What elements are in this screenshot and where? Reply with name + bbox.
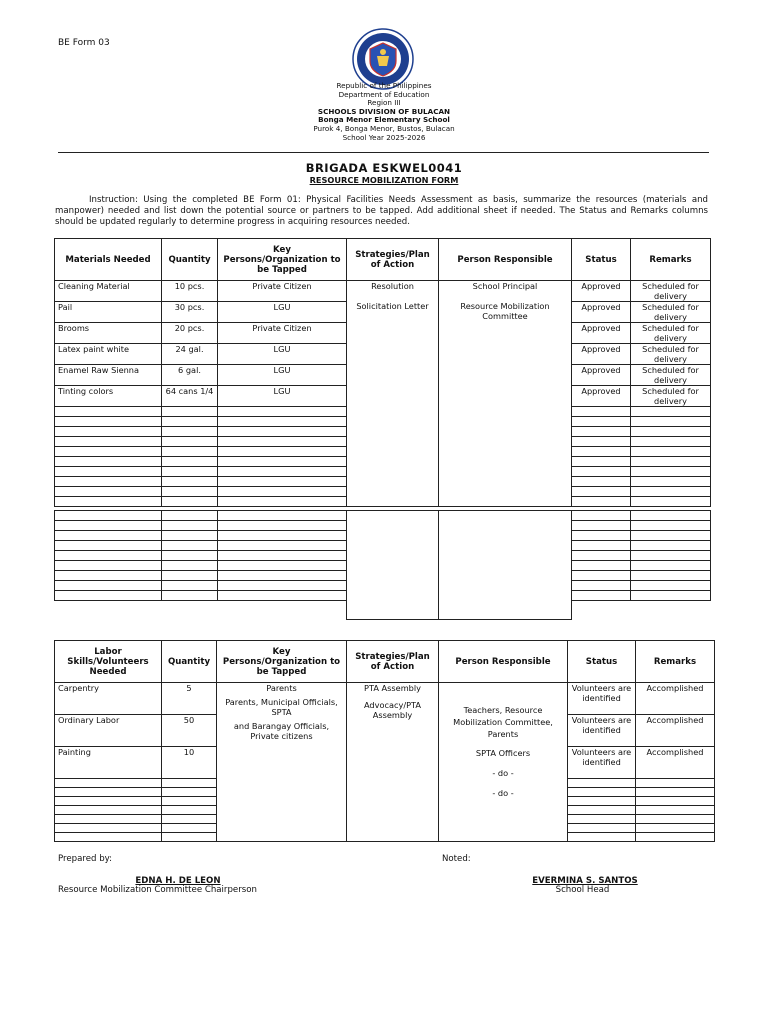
school-year: School Year 2025-2026 [342, 132, 426, 142]
material-cell: Brooms [55, 323, 162, 344]
key-persons-cell: LGU [218, 365, 347, 386]
key-person-item: Parents, Municipal Officials, SPTA [225, 697, 338, 717]
materials-table [54, 238, 711, 507]
remarks-cell: Scheduled for delivery [631, 323, 711, 344]
person-responsible-cell [439, 683, 568, 842]
material-cell: Pail [55, 302, 162, 323]
key-persons-cell: LGU [218, 344, 347, 365]
materials-header-row [55, 239, 711, 281]
labor-header-row [55, 641, 715, 683]
noted-label: Noted: [442, 854, 471, 864]
quantity-cell: 6 gal. [162, 365, 218, 386]
remarks-cell: Accomplished [636, 683, 715, 715]
header-line: Republic of the Philippines [336, 81, 432, 90]
status-cell: Approved [572, 302, 631, 323]
person-item: - do - [492, 768, 514, 778]
status-cell: Approved [572, 386, 631, 407]
person-item: Resource Mobilization Committee [460, 301, 550, 321]
status-cell: Approved [572, 323, 631, 344]
noted-by-name: EVERMINA S. SANTOS [532, 876, 638, 886]
status-cell: Approved [572, 365, 631, 386]
status-cell: Approved [572, 281, 631, 302]
col-header-status: Status [572, 239, 631, 281]
col-header-quantity: Quantity [162, 239, 218, 281]
col-header-remarks: Remarks [631, 239, 711, 281]
col-header-labor: Labor Skills/Volunteers Needed [55, 641, 162, 683]
labor-table [54, 640, 715, 842]
remarks-cell: Scheduled for delivery [631, 386, 711, 407]
form-title: BRIGADA ESKWEL0041 [305, 161, 463, 175]
col-header-person-responsible: Person Responsible [439, 239, 572, 281]
strategy-item: Resolution [371, 281, 414, 291]
labor-cell: Painting [55, 747, 162, 779]
col-header-strategies: Strategies/Plan of Action [347, 641, 439, 683]
person-item: Teachers, Resource Mobilization Committee, Parents [453, 705, 553, 739]
col-header-strategies: Strategies/Plan of Action [347, 239, 439, 281]
status-cell: Approved [572, 344, 631, 365]
instruction-text: Instruction: Using the completed BE Form 01: Physical Facilities Needs Assessment as basis, summarize the resources (materials and manpower) needed and list down the potential source or partners to be tapped. Add additional sheet if needed. The Status and Remarks columns should be updated regularly to determine progress in acquiring resources needed. [55, 195, 708, 227]
remarks-cell: Scheduled for delivery [631, 344, 711, 365]
key-persons-cell: Private Citizen [218, 323, 347, 344]
quantity-cell: 64 cans 1/4 [162, 386, 218, 407]
key-persons-cell: Private Citizen [218, 281, 347, 302]
col-header-key-persons: Key Persons/Organization to be Tapped [217, 641, 347, 683]
person-item: School Principal [472, 281, 538, 291]
person-responsible-cell [439, 281, 572, 507]
person-item: - do - [492, 788, 514, 798]
prepared-by-label: Prepared by: [58, 854, 113, 864]
table-row [55, 683, 715, 715]
col-header-materials: Materials Needed [55, 239, 162, 281]
remarks-cell: Scheduled for delivery [631, 281, 711, 302]
prepared-by-name: EDNA H. DE LEON [135, 876, 221, 886]
material-cell: Tinting colors [55, 386, 162, 407]
col-header-status: Status [568, 641, 636, 683]
material-cell: Cleaning Material [55, 281, 162, 302]
prepared-by-role: Resource Mobilization Committee Chairperson [58, 885, 257, 895]
division-name: SCHOOLS DIVISION OF BULACAN [317, 106, 451, 116]
quantity-cell: 30 pcs. [162, 302, 218, 323]
status-cell: Volunteers are identified [568, 683, 636, 715]
form-number: BE Form 03 [58, 38, 110, 48]
header-line: Department of Education [338, 89, 430, 99]
person-item: SPTA Officers [475, 748, 531, 758]
strategy-item: Advocacy/PTA Assembly [363, 700, 422, 720]
school-header [234, 82, 534, 142]
quantity-cell: 24 gal. [162, 344, 218, 365]
key-persons-cell: LGU [218, 302, 347, 323]
quantity-cell: 10 [162, 747, 217, 779]
empty-row [55, 511, 711, 521]
material-cell: Latex paint white [55, 344, 162, 365]
key-person-item: and Barangay Officials, Private citizens [233, 721, 330, 741]
strategy-item: PTA Assembly [364, 683, 421, 693]
quantity-cell: 5 [162, 683, 217, 715]
col-header-remarks: Remarks [636, 641, 715, 683]
remarks-cell: Accomplished [636, 715, 715, 747]
key-person-item: Parents [266, 683, 297, 693]
noted-by-role: School Head [555, 885, 610, 895]
col-header-person-responsible: Person Responsible [439, 641, 568, 683]
quantity-cell: 50 [162, 715, 217, 747]
blank-person-cell [439, 511, 572, 620]
strategy-item: Solicitation Letter [356, 301, 429, 311]
col-header-key-persons: Key Persons/Organization to be Tapped [218, 239, 347, 281]
materials-continuation-table [54, 510, 711, 620]
remarks-cell: Accomplished [636, 747, 715, 779]
material-cell: Enamel Raw Sienna [55, 365, 162, 386]
status-cell: Volunteers are identified [568, 747, 636, 779]
table-row [55, 281, 711, 302]
quantity-cell: 10 pcs. [162, 281, 218, 302]
labor-cell: Ordinary Labor [55, 715, 162, 747]
school-name: Bonga Menor Elementary School [318, 115, 450, 125]
strategies-cell [347, 281, 439, 507]
key-persons-cell [217, 683, 347, 842]
strategies-cell [347, 683, 439, 842]
labor-cell: Carpentry [55, 683, 162, 715]
school-address: Purok 4, Bonga Menor, Bustos, Bulacan [313, 123, 455, 133]
blank-strategies-cell [347, 511, 439, 620]
form-subtitle: RESOURCE MOBILIZATION FORM [309, 175, 459, 185]
header-divider [58, 152, 709, 153]
key-persons-cell: LGU [218, 386, 347, 407]
quantity-cell: 20 pcs. [162, 323, 218, 344]
status-cell: Volunteers are identified [568, 715, 636, 747]
header-line: Region III [367, 98, 401, 108]
remarks-cell: Scheduled for delivery [631, 302, 711, 323]
col-header-quantity: Quantity [162, 641, 217, 683]
remarks-cell: Scheduled for delivery [631, 365, 711, 386]
